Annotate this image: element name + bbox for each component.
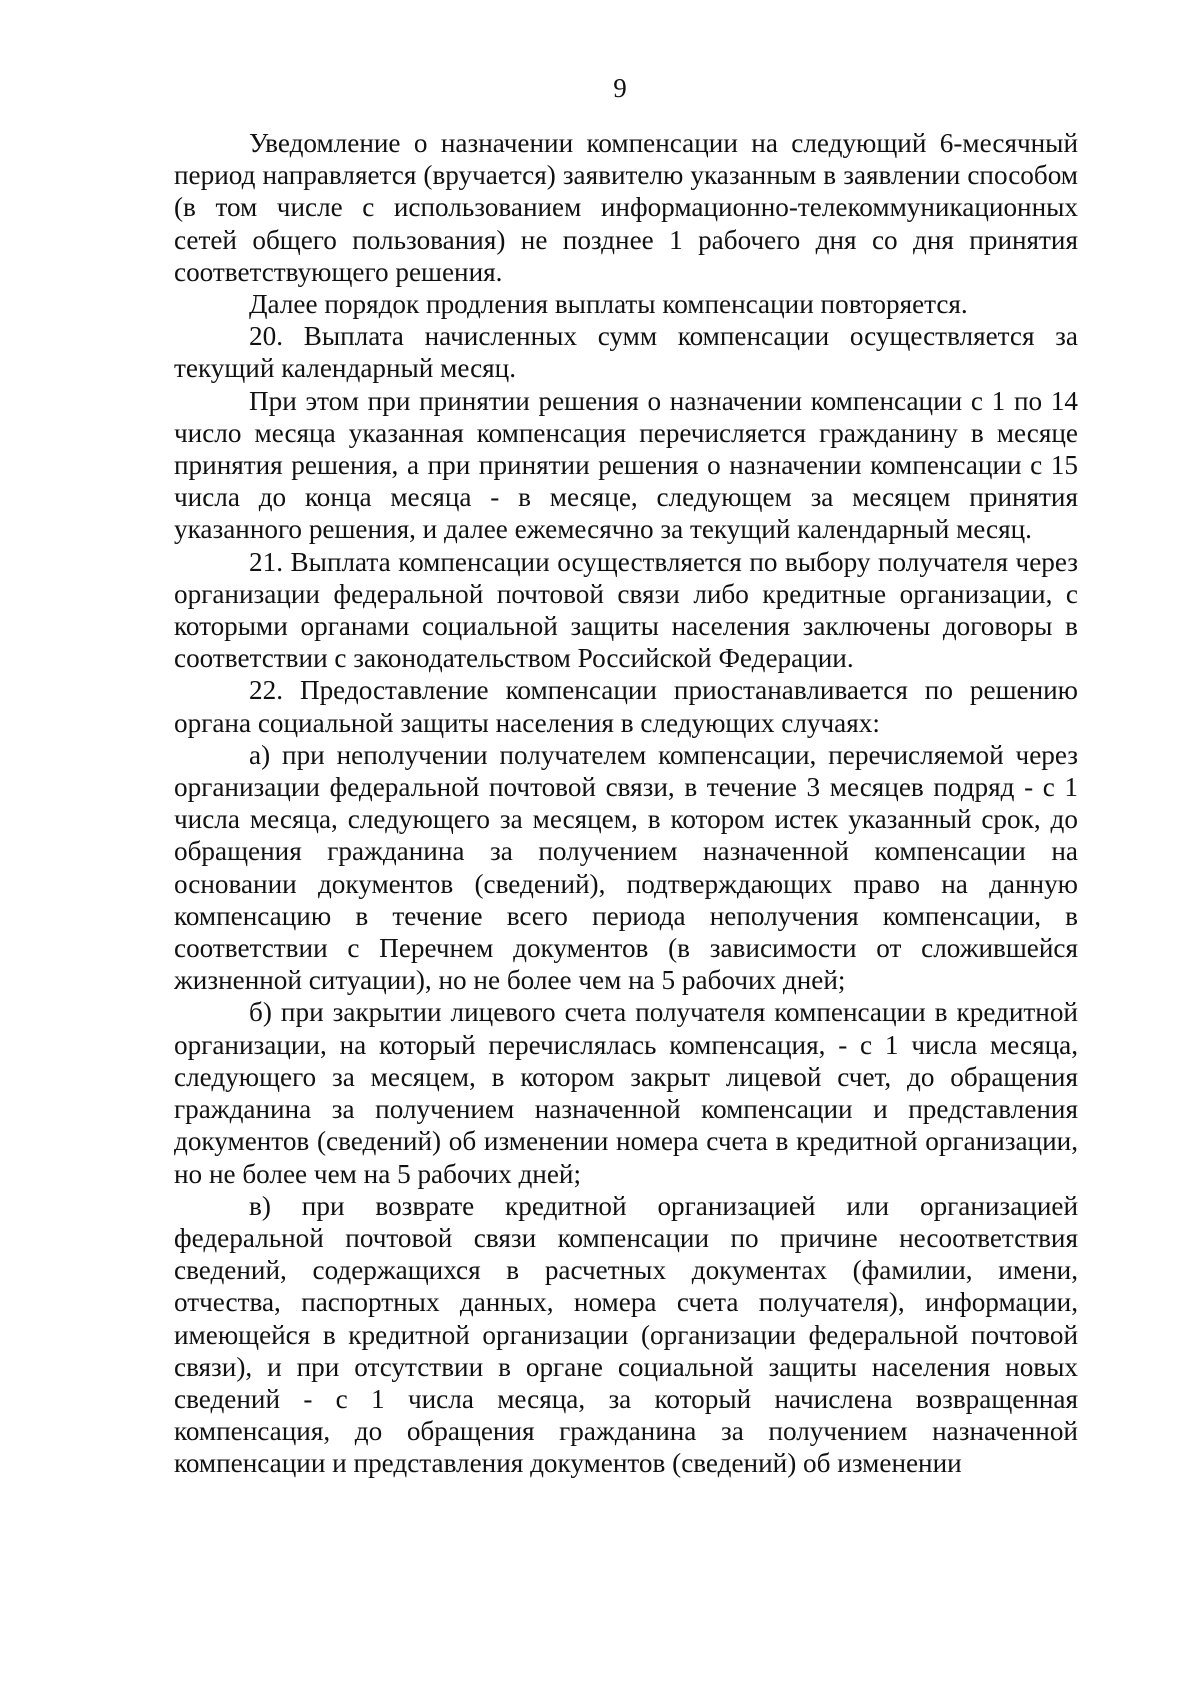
paragraph-notification: Уведомление о назначении компенсации на следующий 6-месячный период направляется (вручается) заявителю указанным в заявлении способом (в том числе с использованием информационно-телекоммуникационных сетей общего пользования) не позднее 1 рабочего дня со дня принятия соответствующего решения. (174, 128, 1078, 287)
paragraph-subitem-b: б) при закрытии лицевого счета получателя компенсации в кредитной организации, на который перечислялась компенсация, - с 1 числа месяца, следующего за месяцем, в котором закрыт лицевой счет, до обращения гражданина за получением назначенной компенсации и представления документов (сведений) об изменении номера счета в кредитной организации, но не более чем на 5 рабочих дней; (174, 997, 1078, 1189)
page-number: 9 (613, 73, 627, 103)
paragraph-item-21: 21. Выплата компенсации осуществляется по выбору получателя через организации федеральной почтовой связи либо кредитные организации, с которыми органами социальной защиты населения заключены договоры в соответствии с законодательством Российской Федерации. (174, 546, 1078, 674)
paragraph-payment-timing: При этом при принятии решения о назначении компенсации с 1 по 14 число месяца указанная компенсация перечисляется гражданину в месяце принятия решения, а при принятии решения о назначении компенсации с 15 числа до конца месяца - в месяце, следующем за месяцем принятия указанного решения, и далее ежемесячно за текущий календарный месяц. (174, 385, 1078, 545)
paragraph-renewal-repeat: Далее порядок продления выплаты компенсации повторяется. (249, 289, 968, 320)
paragraph-item-20: 20. Выплата начисленных сумм компенсации осуществляется за текущий календарный месяц. (174, 321, 1078, 384)
document-body (174, 127, 1078, 1480)
paragraph-item-22: 22. Предоставление компенсации приостанавливается по решению органа социальной защиты населения в следующих случаях: (174, 675, 1078, 738)
paragraph-subitem-v: в) при возврате кредитной организацией или организацией федеральной почтовой связи компенсации по причине несоответствия сведений, содержащихся в расчетных документах (фамилии, имени, отчества, паспортных данных, номера счета получателя), информации, имеющейся в кредитной организации (организации федеральной почтовой связи), и при отсутствии в органе социальной защиты населения новых сведений - с 1 числа месяца, за который начислена возвращенная компенсация, до обращения гражданина за получением назначенной компенсации и представления документов (сведений) об изменении (174, 1190, 1078, 1479)
paragraph-subitem-a: а) при неполучении получателем компенсации, перечисляемой через организации федеральной почтовой связи, в течение 3 месяцев подряд - с 1 числа месяца, следующего за месяцем, в котором истек указанный срок, до обращения гражданина за получением назначенной компенсации на основании документов (сведений), подтверждающих право на данную компенсацию в течение всего периода неполучения компенсации, в соответствии с Перечнем документов (в зависимости от сложившейся жизненной ситуации), но не более чем на 5 рабочих дней; (174, 739, 1078, 996)
